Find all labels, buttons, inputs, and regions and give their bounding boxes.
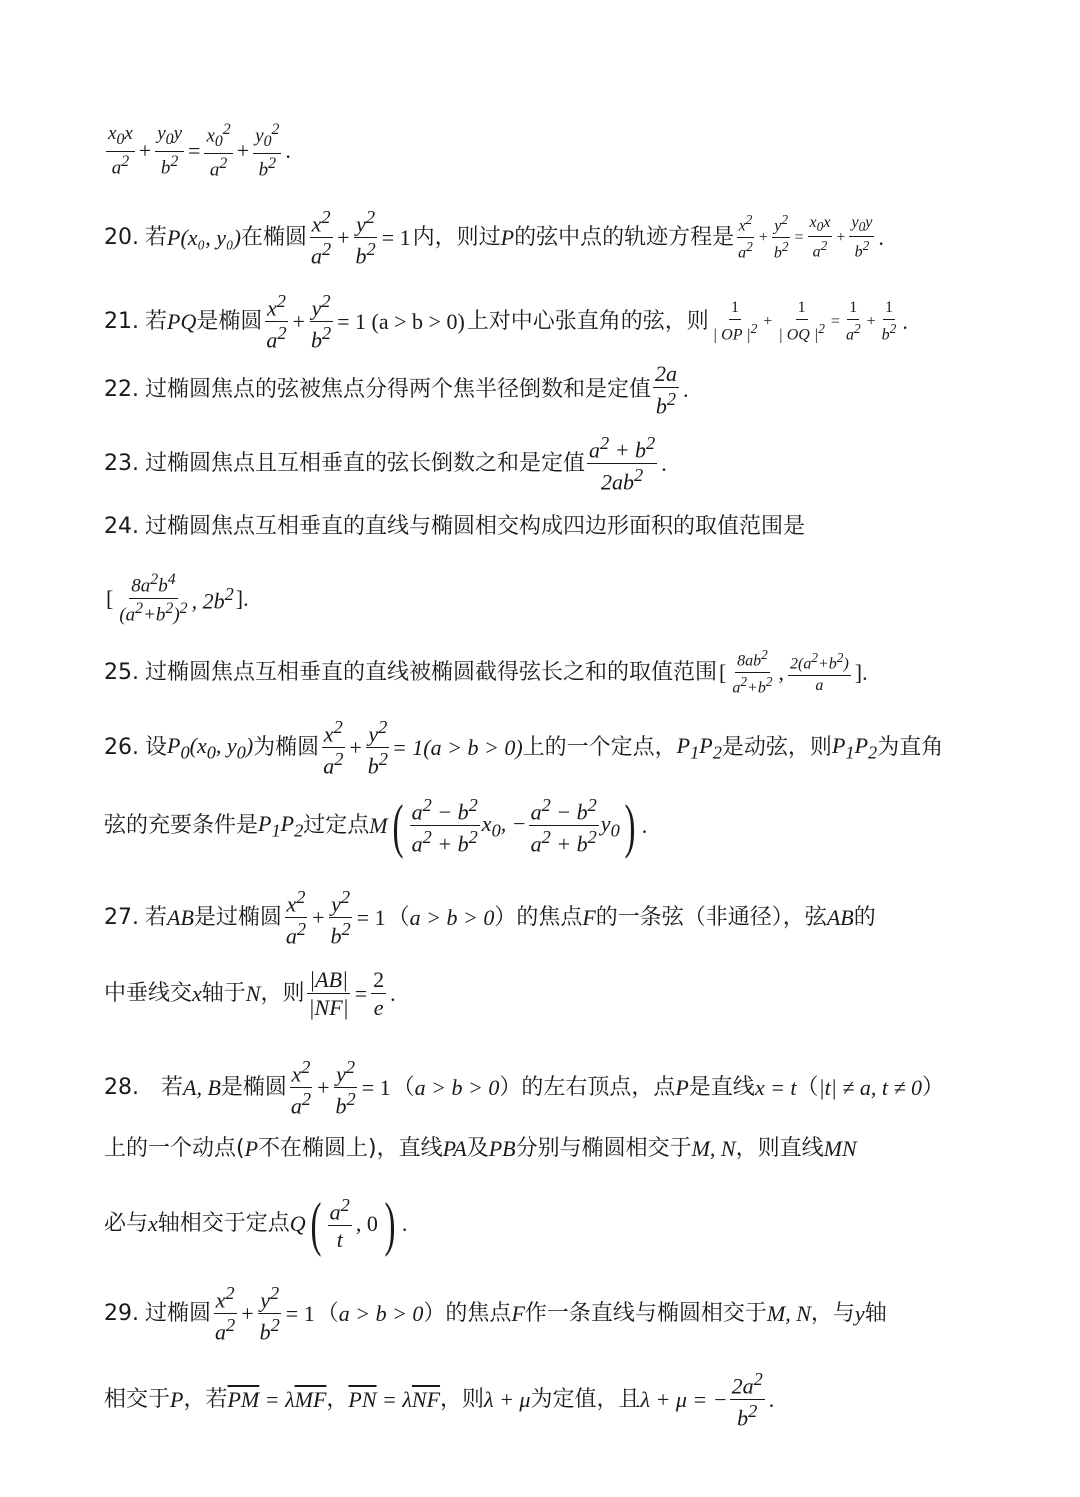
text: 若 (161, 1074, 184, 1100)
item-number: 24. (104, 514, 139, 539)
fraction: $\frac{y^2}{b^2}$ (355, 207, 376, 269)
item-29: 29. 过椭圆 $\frac{x^2}{a^2}$ + $\frac{y^2}{b^2}$ = 1 （ a > b > 0 ）的焦点 F 作一条直线与椭圆相交于 M, N ，与 y 轴 (104, 1283, 887, 1345)
fraction: $\frac{x^2}{a^2}$ (215, 1283, 236, 1345)
text: 的弦中点的轨迹方程是 (514, 224, 735, 250)
item-23: 23. 过椭圆焦点且互相垂直的弦长倒数之和是定值 $\frac{a^2 + b^2}{2ab^2}$ . (104, 433, 667, 495)
math: = 1 (381, 224, 411, 250)
text: 相交于 (104, 1386, 171, 1412)
item-number: 23. (104, 450, 139, 476)
text: ）的左右顶点，点 (499, 1074, 676, 1100)
text: 轴 (864, 1300, 887, 1326)
text: ，与 (810, 1300, 855, 1326)
text: ，则直线 (735, 1136, 824, 1161)
fraction: $\frac{y^2}{b^2}$ (367, 717, 388, 779)
text: 弦的充要条件是 (104, 812, 259, 838)
fraction: $\frac{8a^2b^4}{(a^2+b^2)^2}$ (119, 571, 188, 626)
item-28: 28. 若 A, B 是椭圆 $\frac{x^2}{a^2}$ + $\frac{y^2}{b^2}$ = 1 （ a > b > 0 ）的左右顶点，点 P 是直线 x = t （ |t| ≠ a, t ≠ 0 ） (104, 1057, 945, 1119)
item-22: 22. 过椭圆焦点的弦被焦点分得两个焦半径倒数和是定值 $\frac{2a}{b^2}$ . (104, 361, 689, 419)
fraction: $\frac{x_0x}{a^2}$ (108, 123, 133, 178)
fraction: $\frac{2}{e}$ (373, 967, 385, 1021)
text: 为定值，且 (530, 1386, 641, 1412)
item-number: 25. (104, 659, 139, 685)
text: 过椭圆焦点互相垂直的直线与椭圆相交构成四边形面积的取值范围是 (145, 514, 806, 539)
text: 是动弦，则 (721, 734, 832, 760)
item-29-cont: 相交于 P ，若 $\overline{PM} = \lambda\overline{MF}$ ， $\overline{PN} = \lambda\overline{NF}$ ，则 λ + μ 为定值，且 λ + μ = − $\frac{2a^2}{b^2}$ . (104, 1369, 775, 1431)
item-number: 29. (104, 1300, 139, 1326)
fraction: $\frac{y^2}{b^2}$ (330, 887, 351, 949)
text: ，则 (260, 980, 305, 1006)
text: 轴于 (201, 980, 246, 1006)
item-26-cont: 弦的充要条件是 $P_1P_2$ 过定点 M ( $\frac{a^2 - b^2}{a^2 + b^2}$ $x_0$, − $\frac{a^2 - b^2}{a^2 + b^2}$ $y_0$ ) . (104, 792, 648, 859)
text: ）的焦点 (423, 1300, 512, 1326)
item-number: 26. (104, 734, 139, 760)
item-21: 21. 若 PQ 是椭圆 $\frac{x^2}{a^2}$ + $\frac{y^2}{b^2}$ = 1 (a > b > 0) 上对中心张直角的弦，则 $\frac{1}{| OP |^2}$ + $\frac{1}{| OQ |^2}$ = $\frac{1}{a^2}$ + $\frac{1}{b^2}$ . (104, 291, 908, 353)
text: 的 (853, 904, 876, 930)
item-27-cont: 中垂线交 x 轴于 N ，则 $\frac{|AB|}{|NF|}$ = $\frac{2}{e}$ . (104, 967, 396, 1021)
fraction: $\frac{x^2}{a^2}$ (323, 717, 344, 779)
fraction: $\frac{2(a^2+b^2)}{a}$ (789, 649, 849, 694)
item-19-tail: $\frac{x_0x}{a^2}$ + $\frac{y_0y}{b^2}$ = $\frac{x_0^2}{a^2}$ + $\frac{y_0^2}{b^2}$ . (108, 121, 291, 181)
text: 中垂线交 (104, 980, 193, 1006)
math: P(x₀, y₀) (167, 224, 241, 250)
fraction: $\frac{x^2}{a^2}$ (285, 887, 307, 949)
fraction: $\frac{a^2}{t}$ (329, 1195, 350, 1253)
item-number: 27. (104, 904, 139, 930)
text: ，则 (440, 1386, 485, 1412)
text: 必与 (104, 1210, 149, 1236)
text: 过椭圆焦点的弦被焦点分得两个焦半径倒数和是定值 (145, 376, 652, 402)
fraction: $\frac{y^2}{b^2}$ (310, 291, 332, 353)
fraction: $\frac{x^2}{a^2}$ (738, 212, 753, 262)
text: ） (922, 1074, 945, 1100)
text: 过椭圆焦点互相垂直的直线被椭圆截得弦长之和的取值范围 (145, 659, 718, 685)
math: P (500, 224, 515, 250)
text: 是椭圆 (220, 1074, 287, 1100)
text: （ (316, 1300, 339, 1326)
fraction: $\frac{y^2}{b^2}$ (259, 1283, 280, 1345)
text: 的一条弦（非通径），弦 (595, 904, 827, 930)
text: 上的一个动点( (104, 1136, 245, 1161)
text: 不在椭圆上)，直线 (258, 1136, 443, 1161)
text: 内，则过 (412, 224, 501, 250)
fraction: $\frac{a^2 + b^2}{2ab^2}$ (589, 433, 656, 495)
text: 轴相交于定点 (157, 1210, 290, 1236)
text: （ (392, 1074, 415, 1100)
fraction: $\frac{x^2}{a^2}$ (310, 207, 332, 269)
text: 及 (466, 1136, 489, 1161)
fraction: $\frac{y^2}{b^2}$ (773, 212, 789, 262)
text: 为直角 (877, 734, 944, 760)
text: 上的一个定点， (522, 734, 677, 760)
text: 若 (145, 904, 168, 930)
fraction: $\frac{1}{a^2}$ (845, 298, 861, 344)
text: ， (326, 1386, 349, 1412)
fraction: $\frac{1}{| OQ |^2}$ (778, 298, 825, 344)
text: 设 (145, 734, 168, 760)
fraction: $\frac{y_0y}{b^2}$ (157, 123, 183, 178)
item-27: 27. 若 AB 是过椭圆 $\frac{x^2}{a^2}$ + $\frac{y^2}{b^2}$ = 1 （ a > b > 0 ）的焦点 F 的一条弦（非通径），弦 AB 的 (104, 887, 876, 949)
text: 是过椭圆 (193, 904, 282, 930)
text: 分别与椭圆相交于 (515, 1136, 692, 1161)
math: = 1 (a > b > 0) (337, 308, 465, 334)
fraction: $\frac{y_0^2}{b^2}$ (255, 121, 280, 181)
item-20: 20. 若 P(x₀, y₀) 在椭圆 $\frac{x^2}{a^2}$ + $\frac{y^2}{b^2}$ = 1 内，则过 P 的弦中点的轨迹方程是 $\frac{x^2}{a^2}$ + $\frac{y^2}{b^2}$ = $\frac{x_0x}{a^2}$ + $\frac{y_0y}{b^2}$ . (104, 207, 884, 269)
item-number: 21. (104, 308, 139, 334)
text: ）的焦点 (494, 904, 583, 930)
text: 过定点 (303, 812, 370, 838)
fraction: $\frac{x^2}{a^2}$ (290, 1057, 312, 1119)
item-24 (104, 516, 984, 538)
fraction: $\frac{1}{| OP |^2}$ (712, 298, 758, 344)
text: ，若 (183, 1386, 228, 1412)
item-28-cont: 上的一个动点( P 不在椭圆上)，直线 PA 及 PB 分别与椭圆相交于 M, N ，则直线 MN (104, 1136, 857, 1161)
fraction: $\frac{x^2}{a^2}$ (266, 291, 287, 353)
item-number: 22. (104, 376, 139, 402)
fraction: $\frac{x_0^2}{a^2}$ (206, 121, 231, 181)
fraction: $\frac{a^2 - b^2}{a^2 + b^2}$ (411, 795, 478, 857)
math: PQ (167, 308, 197, 334)
text: 作一条直线与椭圆相交于 (524, 1300, 767, 1326)
text: 过椭圆 (145, 1300, 212, 1326)
text: 上对中心张直角的弦，则 (466, 308, 709, 334)
text: 在椭圆 (240, 224, 307, 250)
item-24-range: [ $\frac{8a^2b^4}{(a^2+b^2)^2}$ , $2b^2$ ]. (106, 571, 249, 626)
fraction: $\frac{x_0x}{a^2}$ (809, 213, 831, 261)
fraction: $\frac{1}{b^2}$ (881, 298, 897, 344)
fraction: $\frac{2a^2}{b^2}$ (731, 1369, 763, 1431)
text: （ (796, 1074, 819, 1100)
text: （ (387, 904, 410, 930)
text: 是直线 (688, 1074, 755, 1100)
text: 为椭圆 (253, 734, 320, 760)
item-number: 28. (104, 1074, 139, 1100)
item-26: 26. 设 $P_0(x_0$, $y_0$) 为椭圆 $\frac{x^2}{a^2}$ + $\frac{y^2}{b^2}$ = 1(a > b > 0) 上的一个定点， $P_1P_2$ 是动弦，则 $P_1P_2$ 为直角 (104, 717, 944, 779)
text: 是椭圆 (196, 308, 263, 334)
fraction: $\frac{|AB|}{|NF|}$ (308, 967, 349, 1021)
fraction: $\frac{y^2}{b^2}$ (335, 1057, 356, 1119)
text: 若 (145, 224, 168, 250)
item-25: 25. 过椭圆焦点互相垂直的直线被椭圆截得弦长之和的取值范围 [ $\frac{8ab^2}{a^2+b^2}$ , $\frac{2(a^2+b^2)}{a}$ ]. (104, 647, 868, 697)
fraction: $\frac{a^2 - b^2}{a^2 + b^2}$ (530, 795, 597, 857)
item-28-cont2: 必与 x 轴相交于定点 Q ( $\frac{a^2}{t}$ , 0 ) . (104, 1190, 408, 1257)
fraction: $\frac{y_0y}{b^2}$ (851, 213, 873, 261)
item-number: 20. (104, 224, 139, 250)
fraction: $\frac{8ab^2}{a^2+b^2}$ (732, 647, 773, 697)
text: 若 (145, 308, 168, 334)
text: 过椭圆焦点且互相垂直的弦长倒数之和是定值 (145, 450, 586, 476)
fraction: $\frac{2a}{b^2}$ (655, 361, 678, 419)
